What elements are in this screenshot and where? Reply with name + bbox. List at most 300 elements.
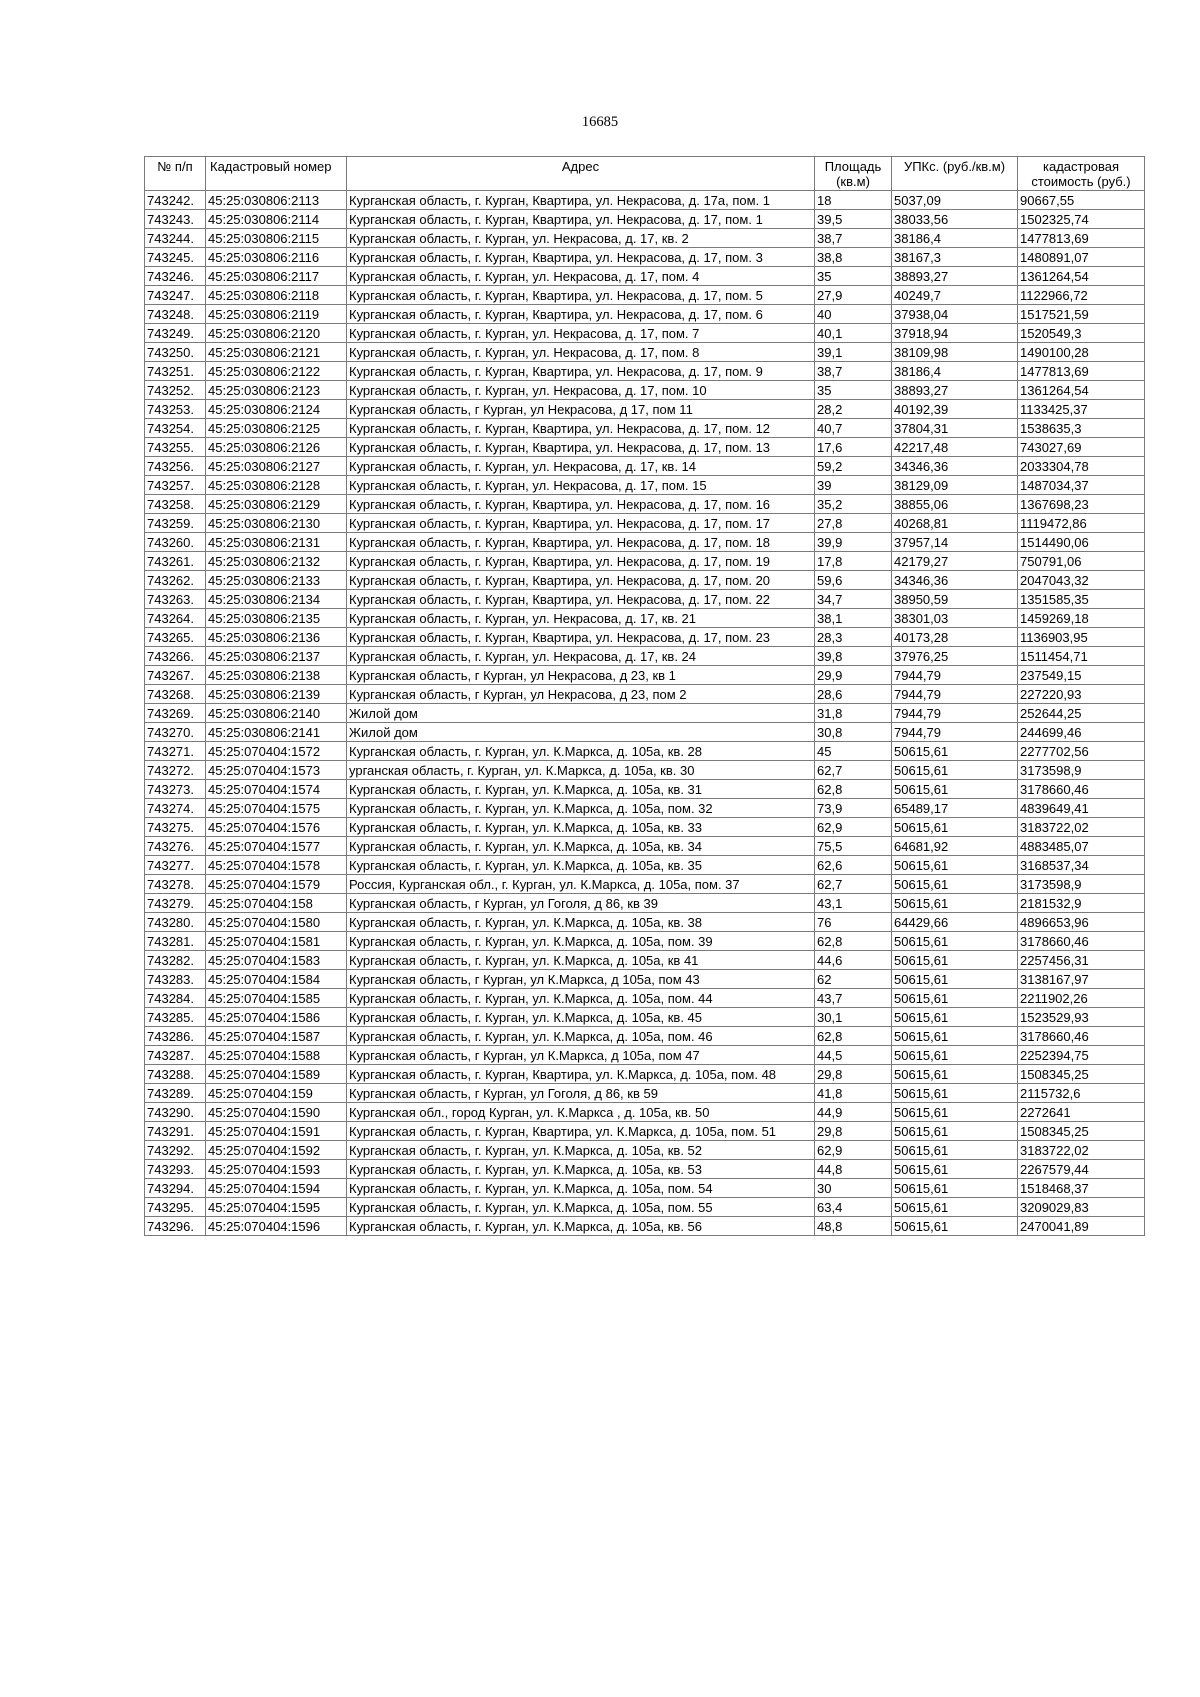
upks-cell: 7944,79: [892, 704, 1018, 723]
table-row: [145, 381, 1145, 400]
cadastral-number-cell: 45:25:030806:2123: [206, 381, 347, 400]
table-row: [145, 742, 1145, 761]
table-row: [145, 343, 1145, 362]
area-cell: 38,1: [815, 609, 892, 628]
upks-cell: 38109,98: [892, 343, 1018, 362]
cadastral-number-cell: 45:25:070404:1572: [206, 742, 347, 761]
address-cell: Курганская область, г Курган, ул Гоголя, д 86, кв 59: [347, 1084, 815, 1103]
row-number-cell: 743276.: [145, 837, 206, 856]
area-cell: 30,1: [815, 1008, 892, 1027]
area-cell: 39,5: [815, 210, 892, 229]
area-cell: 45: [815, 742, 892, 761]
upks-cell: 65489,17: [892, 799, 1018, 818]
cadastral-value-cell: 252644,25: [1018, 704, 1145, 723]
cadastral-number-cell: 45:25:030806:2133: [206, 571, 347, 590]
table-row: [145, 267, 1145, 286]
cadastral-value-cell: 1122966,72: [1018, 286, 1145, 305]
address-cell: Курганская область, г. Курган, Квартира, ул. Некрасова, д. 17, пом. 16: [347, 495, 815, 514]
cadastral-value-cell: 1517521,59: [1018, 305, 1145, 324]
table-row: [145, 1198, 1145, 1217]
row-number-cell: 743256.: [145, 457, 206, 476]
upks-cell: 64429,66: [892, 913, 1018, 932]
area-cell: 29,9: [815, 666, 892, 685]
table-row: [145, 875, 1145, 894]
area-cell: 29,8: [815, 1065, 892, 1084]
upks-cell: 40249,7: [892, 286, 1018, 305]
upks-cell: 50615,61: [892, 1008, 1018, 1027]
cadastral-number-cell: 45:25:070404:1578: [206, 856, 347, 875]
address-cell: Курганская обл., город Курган, ул. К.Маркса , д. 105а, кв. 50: [347, 1103, 815, 1122]
row-number-cell: 743285.: [145, 1008, 206, 1027]
cadastral-value-cell: 4896653,96: [1018, 913, 1145, 932]
cadastral-number-cell: 45:25:030806:2135: [206, 609, 347, 628]
column-header-cadastral-number: Кадастровый номер: [206, 157, 347, 191]
table-row: [145, 704, 1145, 723]
table-header-row: [145, 157, 1145, 191]
cadastral-value-cell: 1520549,3: [1018, 324, 1145, 343]
upks-cell: 50615,61: [892, 894, 1018, 913]
cadastral-value-cell: 2267579,44: [1018, 1160, 1145, 1179]
upks-cell: 34346,36: [892, 457, 1018, 476]
cadastral-number-cell: 45:25:030806:2122: [206, 362, 347, 381]
column-header-number: № п/п: [145, 157, 206, 191]
row-number-cell: 743245.: [145, 248, 206, 267]
cadastral-number-cell: 45:25:070404:1593: [206, 1160, 347, 1179]
upks-cell: 38301,03: [892, 609, 1018, 628]
row-number-cell: 743273.: [145, 780, 206, 799]
table-row: [145, 1084, 1145, 1103]
area-cell: 63,4: [815, 1198, 892, 1217]
upks-cell: 50615,61: [892, 1141, 1018, 1160]
cadastral-number-cell: 45:25:030806:2121: [206, 343, 347, 362]
row-number-cell: 743253.: [145, 400, 206, 419]
table-row: [145, 837, 1145, 856]
table-row: [145, 1027, 1145, 1046]
area-cell: 41,8: [815, 1084, 892, 1103]
address-cell: Курганская область, г. Курган, Квартира, ул. Некрасова, д. 17, пом. 6: [347, 305, 815, 324]
row-number-cell: 743266.: [145, 647, 206, 666]
table-body: [145, 191, 1145, 1236]
row-number-cell: 743287.: [145, 1046, 206, 1065]
cadastral-number-cell: 45:25:030806:2139: [206, 685, 347, 704]
area-cell: 30,8: [815, 723, 892, 742]
table-row: [145, 894, 1145, 913]
area-cell: 38,7: [815, 229, 892, 248]
row-number-cell: 743249.: [145, 324, 206, 343]
table-row: [145, 590, 1145, 609]
cadastral-value-cell: 1502325,74: [1018, 210, 1145, 229]
area-cell: 30: [815, 1179, 892, 1198]
area-cell: 43,1: [815, 894, 892, 913]
table-row: [145, 818, 1145, 837]
area-cell: 27,9: [815, 286, 892, 305]
upks-cell: 37976,25: [892, 647, 1018, 666]
address-cell: Курганская область, г. Курган, ул. К.Маркса, д. 105а, пом. 39: [347, 932, 815, 951]
area-cell: 28,3: [815, 628, 892, 647]
area-cell: 62,7: [815, 761, 892, 780]
upks-cell: 38855,06: [892, 495, 1018, 514]
upks-cell: 50615,61: [892, 856, 1018, 875]
row-number-cell: 743274.: [145, 799, 206, 818]
cadastral-value-cell: 1361264,54: [1018, 267, 1145, 286]
cadastral-value-cell: 1523529,93: [1018, 1008, 1145, 1027]
upks-cell: 7944,79: [892, 666, 1018, 685]
upks-cell: 38186,4: [892, 229, 1018, 248]
row-number-cell: 743293.: [145, 1160, 206, 1179]
address-cell: Курганская область, г. Курган, Квартира, ул. Некрасова, д. 17, пом. 17: [347, 514, 815, 533]
address-cell: Курганская область, г. Курган, ул. Некрасова, д. 17, кв. 2: [347, 229, 815, 248]
address-cell: урганская область, г. Курган, ул. К.Маркса, д. 105а, кв. 30: [347, 761, 815, 780]
area-cell: 73,9: [815, 799, 892, 818]
table-row: [145, 647, 1145, 666]
upks-cell: 37804,31: [892, 419, 1018, 438]
address-cell: Курганская область, г. Курган, ул. К.Маркса, д. 105а, кв. 45: [347, 1008, 815, 1027]
row-number-cell: 743259.: [145, 514, 206, 533]
row-number-cell: 743275.: [145, 818, 206, 837]
upks-cell: 42179,27: [892, 552, 1018, 571]
cadastral-value-cell: 2257456,31: [1018, 951, 1145, 970]
cadastral-number-cell: 45:25:070404:1585: [206, 989, 347, 1008]
area-cell: 62,9: [815, 818, 892, 837]
upks-cell: 50615,61: [892, 951, 1018, 970]
area-cell: 75,5: [815, 837, 892, 856]
upks-cell: 50615,61: [892, 761, 1018, 780]
cadastral-number-cell: 45:25:030806:2125: [206, 419, 347, 438]
table-row: [145, 1046, 1145, 1065]
area-cell: 40: [815, 305, 892, 324]
table-row: [145, 723, 1145, 742]
cadastral-number-cell: 45:25:030806:2138: [206, 666, 347, 685]
table-row: [145, 210, 1145, 229]
area-cell: 62,8: [815, 780, 892, 799]
column-header-address: Адрес: [347, 157, 815, 191]
upks-cell: 38129,09: [892, 476, 1018, 495]
table-row: [145, 305, 1145, 324]
cadastral-value-cell: 3178660,46: [1018, 932, 1145, 951]
table-row: [145, 1179, 1145, 1198]
cadastral-number-cell: 45:25:030806:2117: [206, 267, 347, 286]
cadastral-number-cell: 45:25:030806:2132: [206, 552, 347, 571]
cadastral-value-cell: 1133425,37: [1018, 400, 1145, 419]
table-row: [145, 419, 1145, 438]
area-cell: 28,6: [815, 685, 892, 704]
cadastral-number-cell: 45:25:070404:1595: [206, 1198, 347, 1217]
area-cell: 59,2: [815, 457, 892, 476]
table-row: [145, 685, 1145, 704]
area-cell: 31,8: [815, 704, 892, 723]
cadastral-number-cell: 45:25:030806:2127: [206, 457, 347, 476]
cadastral-value-cell: 1367698,23: [1018, 495, 1145, 514]
row-number-cell: 743272.: [145, 761, 206, 780]
cadastral-value-cell: 3138167,97: [1018, 970, 1145, 989]
cadastral-value-cell: 3183722,02: [1018, 1141, 1145, 1160]
upks-cell: 38893,27: [892, 381, 1018, 400]
upks-cell: 37938,04: [892, 305, 1018, 324]
row-number-cell: 743250.: [145, 343, 206, 362]
cadastral-number-cell: 45:25:070404:1576: [206, 818, 347, 837]
row-number-cell: 743257.: [145, 476, 206, 495]
row-number-cell: 743271.: [145, 742, 206, 761]
table-row: [145, 1008, 1145, 1027]
row-number-cell: 743255.: [145, 438, 206, 457]
cadastral-number-cell: 45:25:030806:2134: [206, 590, 347, 609]
area-cell: 39,8: [815, 647, 892, 666]
upks-cell: 50615,61: [892, 1084, 1018, 1103]
upks-cell: 38167,3: [892, 248, 1018, 267]
address-cell: Курганская область, г. Курган, Квартира, ул. Некрасова, д. 17, пом. 18: [347, 533, 815, 552]
cadastral-number-cell: 45:25:030806:2131: [206, 533, 347, 552]
cadastral-number-cell: 45:25:030806:2120: [206, 324, 347, 343]
address-cell: Курганская область, г. Курган, ул. К.Маркса, д. 105а, пом. 32: [347, 799, 815, 818]
address-cell: Курганская область, г Курган, ул Некрасова, д 23, кв 1: [347, 666, 815, 685]
table-row: [145, 761, 1145, 780]
cadastral-value-cell: 1538635,3: [1018, 419, 1145, 438]
area-cell: 29,8: [815, 1122, 892, 1141]
upks-cell: 40173,28: [892, 628, 1018, 647]
cadastral-value-cell: 4883485,07: [1018, 837, 1145, 856]
cadastral-value-cell: 3173598,9: [1018, 875, 1145, 894]
upks-cell: 50615,61: [892, 989, 1018, 1008]
row-number-cell: 743261.: [145, 552, 206, 571]
address-cell: Курганская область, г. Курган, Квартира, ул. Некрасова, д. 17, пом. 13: [347, 438, 815, 457]
address-cell: Курганская область, г. Курган, Квартира, ул. Некрасова, д. 17, пом. 22: [347, 590, 815, 609]
cadastral-value-cell: 2047043,32: [1018, 571, 1145, 590]
cadastral-value-cell: 2252394,75: [1018, 1046, 1145, 1065]
row-number-cell: 743258.: [145, 495, 206, 514]
column-header-area: Площадь (кв.м): [815, 157, 892, 191]
area-cell: 38,8: [815, 248, 892, 267]
table-row: [145, 495, 1145, 514]
table-row: [145, 951, 1145, 970]
address-cell: Жилой дом: [347, 723, 815, 742]
table-row: [145, 970, 1145, 989]
upks-cell: 7944,79: [892, 723, 1018, 742]
upks-cell: 50615,61: [892, 932, 1018, 951]
upks-cell: 38893,27: [892, 267, 1018, 286]
address-cell: Курганская область, г. Курган, Квартира, ул. Некрасова, д. 17, пом. 1: [347, 210, 815, 229]
area-cell: 17,8: [815, 552, 892, 571]
row-number-cell: 743263.: [145, 590, 206, 609]
address-cell: Курганская область, г. Курган, Квартира, ул. Некрасова, д. 17, пом. 5: [347, 286, 815, 305]
cadastral-value-cell: 1136903,95: [1018, 628, 1145, 647]
cadastral-value-cell: 3168537,34: [1018, 856, 1145, 875]
row-number-cell: 743280.: [145, 913, 206, 932]
upks-cell: 38186,4: [892, 362, 1018, 381]
cadastral-number-cell: 45:25:070404:1580: [206, 913, 347, 932]
cadastral-number-cell: 45:25:070404:1579: [206, 875, 347, 894]
upks-cell: 40268,81: [892, 514, 1018, 533]
cadastral-number-cell: 45:25:070404:1587: [206, 1027, 347, 1046]
table-row: [145, 1122, 1145, 1141]
address-cell: Курганская область, г. Курган, Квартира, ул. К.Маркса, д. 105а, пом. 51: [347, 1122, 815, 1141]
area-cell: 38,7: [815, 362, 892, 381]
area-cell: 17,6: [815, 438, 892, 457]
upks-cell: 34346,36: [892, 571, 1018, 590]
row-number-cell: 743254.: [145, 419, 206, 438]
address-cell: Курганская область, г. Курган, ул. К.Маркса, д. 105а, кв. 38: [347, 913, 815, 932]
area-cell: 39,1: [815, 343, 892, 362]
cadastral-value-cell: 2033304,78: [1018, 457, 1145, 476]
row-number-cell: 743270.: [145, 723, 206, 742]
address-cell: Курганская область, г. Курган, ул. К.Маркса, д. 105а, кв. 52: [347, 1141, 815, 1160]
upks-cell: 50615,61: [892, 742, 1018, 761]
cadastral-number-cell: 45:25:030806:2124: [206, 400, 347, 419]
table-row: [145, 400, 1145, 419]
area-cell: 35: [815, 267, 892, 286]
address-cell: Курганская область, г. Курган, Квартира, ул. Некрасова, д. 17, пом. 23: [347, 628, 815, 647]
row-number-cell: 743252.: [145, 381, 206, 400]
address-cell: Курганская область, г. Курган, ул. К.Маркса, д. 105а, кв. 53: [347, 1160, 815, 1179]
row-number-cell: 743294.: [145, 1179, 206, 1198]
address-cell: Курганская область, г Курган, ул К.Маркса, д 105а, пом 43: [347, 970, 815, 989]
cadastral-value-cell: 1477813,69: [1018, 362, 1145, 381]
cadastral-value-cell: 2470041,89: [1018, 1217, 1145, 1236]
row-number-cell: 743244.: [145, 229, 206, 248]
row-number-cell: 743295.: [145, 1198, 206, 1217]
table-row: [145, 1160, 1145, 1179]
cadastral-number-cell: 45:25:030806:2119: [206, 305, 347, 324]
cadastral-number-cell: 45:25:070404:1574: [206, 780, 347, 799]
cadastral-value-cell: 237549,15: [1018, 666, 1145, 685]
upks-cell: 50615,61: [892, 1198, 1018, 1217]
address-cell: Курганская область, г. Курган, Квартира, ул. Некрасова, д. 17а, пом. 1: [347, 191, 815, 210]
table-row: [145, 780, 1145, 799]
cadastral-value-cell: 1487034,37: [1018, 476, 1145, 495]
upks-cell: 50615,61: [892, 780, 1018, 799]
cadastral-number-cell: 45:25:070404:1573: [206, 761, 347, 780]
upks-cell: 50615,61: [892, 1103, 1018, 1122]
row-number-cell: 743282.: [145, 951, 206, 970]
row-number-cell: 743260.: [145, 533, 206, 552]
cadastral-value-cell: 90667,55: [1018, 191, 1145, 210]
area-cell: 40,7: [815, 419, 892, 438]
cadastral-value-cell: 2115732,6: [1018, 1084, 1145, 1103]
row-number-cell: 743265.: [145, 628, 206, 647]
table-row: [145, 1103, 1145, 1122]
address-cell: Курганская область, г. Курган, ул. К.Маркса, д. 105а, пом. 44: [347, 989, 815, 1008]
column-header-cadastral-value: кадастровая стоимость (руб.): [1018, 157, 1145, 191]
row-number-cell: 743277.: [145, 856, 206, 875]
address-cell: Курганская область, г. Курган, ул. К.Маркса, д. 105а, пом. 46: [347, 1027, 815, 1046]
cadastral-number-cell: 45:25:030806:2113: [206, 191, 347, 210]
cadastral-value-cell: 743027,69: [1018, 438, 1145, 457]
address-cell: Курганская область, г. Курган, Квартира, ул. К.Маркса, д. 105а, пом. 48: [347, 1065, 815, 1084]
address-cell: Курганская область, г. Курган, ул. К.Маркса, д. 105а, кв. 33: [347, 818, 815, 837]
table-row: [145, 248, 1145, 267]
cadastral-number-cell: 45:25:070404:1586: [206, 1008, 347, 1027]
area-cell: 48,8: [815, 1217, 892, 1236]
area-cell: 44,6: [815, 951, 892, 970]
area-cell: 62,7: [815, 875, 892, 894]
row-number-cell: 743247.: [145, 286, 206, 305]
table-row: [145, 856, 1145, 875]
upks-cell: 50615,61: [892, 1217, 1018, 1236]
area-cell: 18: [815, 191, 892, 210]
table-row: [145, 1141, 1145, 1160]
cadastral-number-cell: 45:25:070404:1592: [206, 1141, 347, 1160]
cadastral-number-cell: 45:25:070404:1590: [206, 1103, 347, 1122]
table-row: [145, 666, 1145, 685]
cadastral-number-cell: 45:25:070404:1575: [206, 799, 347, 818]
cadastral-value-cell: 1490100,28: [1018, 343, 1145, 362]
area-cell: 44,8: [815, 1160, 892, 1179]
address-cell: Курганская область, г. Курган, ул. Некрасова, д. 17, кв. 14: [347, 457, 815, 476]
table-row: [145, 324, 1145, 343]
row-number-cell: 743279.: [145, 894, 206, 913]
cadastral-value-cell: 1480891,07: [1018, 248, 1145, 267]
table-row: [145, 799, 1145, 818]
table-row: [145, 1217, 1145, 1236]
cadastral-value-cell: 2272641: [1018, 1103, 1145, 1122]
row-number-cell: 743268.: [145, 685, 206, 704]
address-cell: Россия, Курганская обл., г. Курган, ул. К.Маркса, д. 105а, пом. 37: [347, 875, 815, 894]
table-row: [145, 552, 1145, 571]
address-cell: Курганская область, г Курган, ул К.Маркса, д 105а, пом 47: [347, 1046, 815, 1065]
cadastral-number-cell: 45:25:070404:1584: [206, 970, 347, 989]
cadastral-value-cell: 244699,46: [1018, 723, 1145, 742]
table-row: [145, 932, 1145, 951]
upks-cell: 37918,94: [892, 324, 1018, 343]
upks-cell: 7944,79: [892, 685, 1018, 704]
table-row: [145, 1065, 1145, 1084]
row-number-cell: 743289.: [145, 1084, 206, 1103]
cadastral-value-cell: 1477813,69: [1018, 229, 1145, 248]
upks-cell: 64681,92: [892, 837, 1018, 856]
address-cell: Курганская область, г. Курган, ул. К.Маркса, д. 105а, кв. 31: [347, 780, 815, 799]
column-header-upks: УПКс. (руб./кв.м): [892, 157, 1018, 191]
row-number-cell: 743281.: [145, 932, 206, 951]
cadastral-number-cell: 45:25:070404:1588: [206, 1046, 347, 1065]
address-cell: Курганская область, г Курган, ул Некрасова, д 17, пом 11: [347, 400, 815, 419]
cadastral-number-cell: 45:25:070404:1594: [206, 1179, 347, 1198]
cadastral-number-cell: 45:25:030806:2126: [206, 438, 347, 457]
table-row: [145, 533, 1145, 552]
cadastral-number-cell: 45:25:030806:2140: [206, 704, 347, 723]
cadastral-number-cell: 45:25:030806:2137: [206, 647, 347, 666]
table-row: [145, 362, 1145, 381]
upks-cell: 37957,14: [892, 533, 1018, 552]
address-cell: Курганская область, г. Курган, ул. К.Маркса, д. 105а, кв. 34: [347, 837, 815, 856]
row-number-cell: 743246.: [145, 267, 206, 286]
cadastral-number-cell: 45:25:070404:159: [206, 1084, 347, 1103]
area-cell: 62: [815, 970, 892, 989]
address-cell: Курганская область, г. Курган, ул. К.Маркса, д. 105а, пом. 55: [347, 1198, 815, 1217]
area-cell: 62,8: [815, 1027, 892, 1046]
address-cell: Курганская область, г. Курган, ул. К.Маркса, д. 105а, кв. 28: [347, 742, 815, 761]
area-cell: 40,1: [815, 324, 892, 343]
row-number-cell: 743288.: [145, 1065, 206, 1084]
upks-cell: 40192,39: [892, 400, 1018, 419]
table-row: [145, 457, 1145, 476]
cadastral-number-cell: 45:25:030806:2118: [206, 286, 347, 305]
cadastral-value-cell: 2211902,26: [1018, 989, 1145, 1008]
cadastral-value-cell: 1518468,37: [1018, 1179, 1145, 1198]
row-number-cell: 743248.: [145, 305, 206, 324]
row-number-cell: 743267.: [145, 666, 206, 685]
cadastral-value-cell: 750791,06: [1018, 552, 1145, 571]
area-cell: 39: [815, 476, 892, 495]
cadastral-number-cell: 45:25:030806:2129: [206, 495, 347, 514]
cadastral-value-cell: 1351585,35: [1018, 590, 1145, 609]
upks-cell: 50615,61: [892, 970, 1018, 989]
row-number-cell: 743242.: [145, 191, 206, 210]
area-cell: 35,2: [815, 495, 892, 514]
row-number-cell: 743290.: [145, 1103, 206, 1122]
cadastral-number-cell: 45:25:030806:2141: [206, 723, 347, 742]
cadastral-value-cell: 4839649,41: [1018, 799, 1145, 818]
table-row: [145, 609, 1145, 628]
cadastral-number-cell: 45:25:070404:158: [206, 894, 347, 913]
